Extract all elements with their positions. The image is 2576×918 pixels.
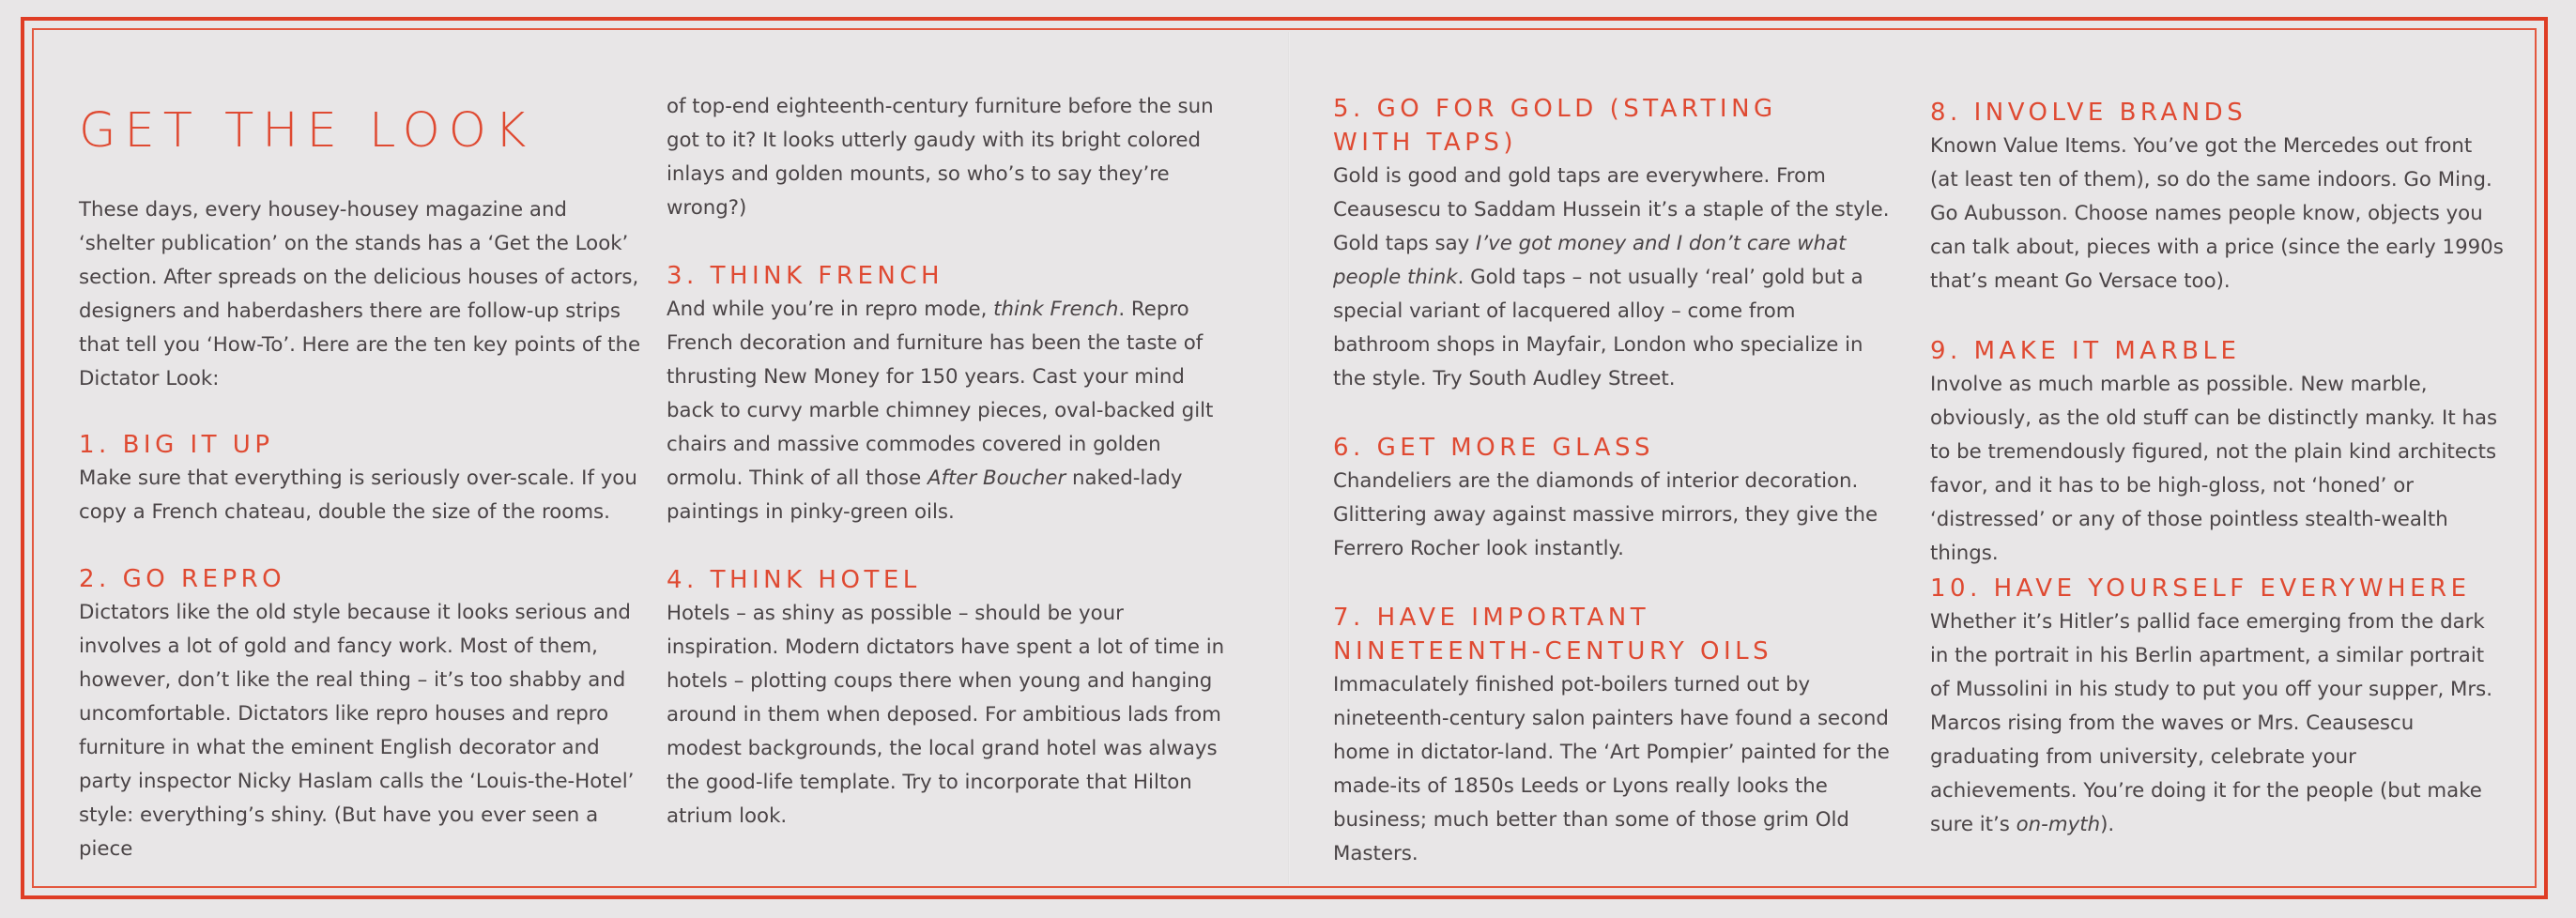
section-5-heading: 5. GO FOR GOLD (STARTING WITH TAPS): [1333, 95, 1777, 157]
section-2-body: Dictators like the old style because it looks serious and involves a lot of gold and fancy work. Most of them, however, don’t like the real thing – it’s too shabby and uncomfortable. Dictators like repro houses and repro furniture in what the eminent English decorator and party inspector Nicky Haslam calls the ‘Louis-the-Hotel’ style: everything’s shiny. (But have you ever seen a piece: [79, 601, 635, 861]
section-10-heading: 10. HAVE YOURSELF EVERYWHERE: [1930, 574, 2471, 603]
section-3-heading: 3. THINK FRENCH: [667, 262, 944, 290]
section-1-body: Make sure that everything is seriously over-scale. If you copy a French chateau, double the size of the rooms.: [79, 467, 637, 524]
section-3-body: And while you’re in repro mode, think French. Repro French decoration and furniture has been the taste of thrusting New Money for 150 years. Cast your mind back to curvy marble chimney pieces, oval-backed gilt chairs and massive commodes covered in golden ormolu. Think of all those After Boucher naked-lady paintings in pinky-green oils.: [667, 298, 1214, 524]
section-6-body: Chandeliers are the diamonds of interior decoration. Glittering away against massive mirrors, they give the Ferrero Rocher look instantly.: [1333, 469, 1878, 560]
page-fold: [1288, 32, 1290, 884]
section-9: [1930, 334, 2505, 571]
section-7-body: Immaculately finished pot-boilers turned out by nineteenth-century salon painters have found a second home in dictator-land. The ‘Art Pompier’ painted for the made-its of 1850s Leeds or Lyons really looks the business; much better than some of those grim Old Masters.: [1333, 673, 1890, 865]
section-4-heading: 4. THINK HOTEL: [667, 566, 921, 594]
section-4-body: Hotels – as shiny as possible – should be your inspiration. Modern dictators have spent a lot of time in hotels – plotting coups there when young and hanging around in them when deposed. For ambitious lads from modest backgrounds, the local grand hotel was always the good-life template. Try to incorporate that Hilton atrium look.: [667, 602, 1225, 828]
section-4: [667, 563, 1230, 834]
section-1-heading: 1. BIG IT UP: [79, 431, 274, 459]
section-10-body: Whether it’s Hitler’s pallid face emerging from the dark in the portrait in his Berlin apartment, a similar portrait of Mussolini in his study to put you off your supper, Mrs. Marcos rising from the waves or Mrs. Ceausescu graduating from university, celebrate your achievements. You’re doing it for the people (but make sure it’s on-myth).: [1930, 610, 2493, 836]
section-5-body: Gold is good and gold taps are everywhere. From Ceausescu to Saddam Hussein it’s a staple of the style. Gold taps say I’ve got money and I don’t care what people think. Gold taps – not usually ‘real’ gold but a special variant of lacquered alloy – come from bathroom shops in Mayfair, London who specialize in the style. Try South Audley Street.: [1333, 164, 1890, 390]
section-9-heading: 9. MAKE IT MARBLE: [1930, 337, 2241, 365]
intro-text: These days, every housey-housey magazine and ‘shelter publication’ on the stands has a ‘Get the Look’ section. After spreads on the delicious houses of actors, designers and haberdashers there are follow-up strips that tell you ‘How-To’. Here are the ten key points of the Dictator Look:: [79, 198, 641, 390]
section-1: [79, 428, 642, 529]
section-8-body: Known Value Items. You’ve got the Mercedes out front (at least ten of them), so do the same indoors. Go Ming. Go Aubusson. Choose names people know, objects you can talk about, pieces with a price (since the early 1990s that’s meant Go Versace too).: [1930, 134, 2504, 293]
section-2: [79, 562, 642, 866]
intro-block: [79, 193, 642, 396]
section-8-heading: 8. INVOLVE BRANDS: [1930, 99, 2247, 127]
page-title: GET THE LOOK: [79, 103, 535, 159]
section-2-heading: 2. GO REPRO: [79, 565, 286, 593]
section-8: [1930, 96, 2505, 298]
section-2-body-continued: of top-end eighteenth-century furniture before the sun got to it? It looks utterly gaudy with its bright colored inlays and golden mounts, so who’s to say they’re wrong?): [667, 95, 1214, 220]
section-5: [1333, 92, 1898, 396]
section-6-heading: 6. GET MORE GLASS: [1333, 434, 1654, 462]
section-7: [1333, 601, 1898, 871]
section-7-heading: 7. HAVE IMPORTANT NINETEENTH-CENTURY OILS: [1333, 604, 1773, 666]
section-2-continued: [667, 90, 1230, 225]
section-10: [1930, 572, 2505, 842]
section-3: [667, 259, 1230, 529]
section-9-body: Involve as much marble as possible. New marble, obviously, as the old stuff can be distinctly manky. It has to be tremendously figured, not the plain kind architects favor, and it has to be high-gloss, not ‘honed’ or ‘distressed’ or any of those pointless stealth-wealth things.: [1930, 373, 2498, 565]
section-6: [1333, 431, 1898, 566]
